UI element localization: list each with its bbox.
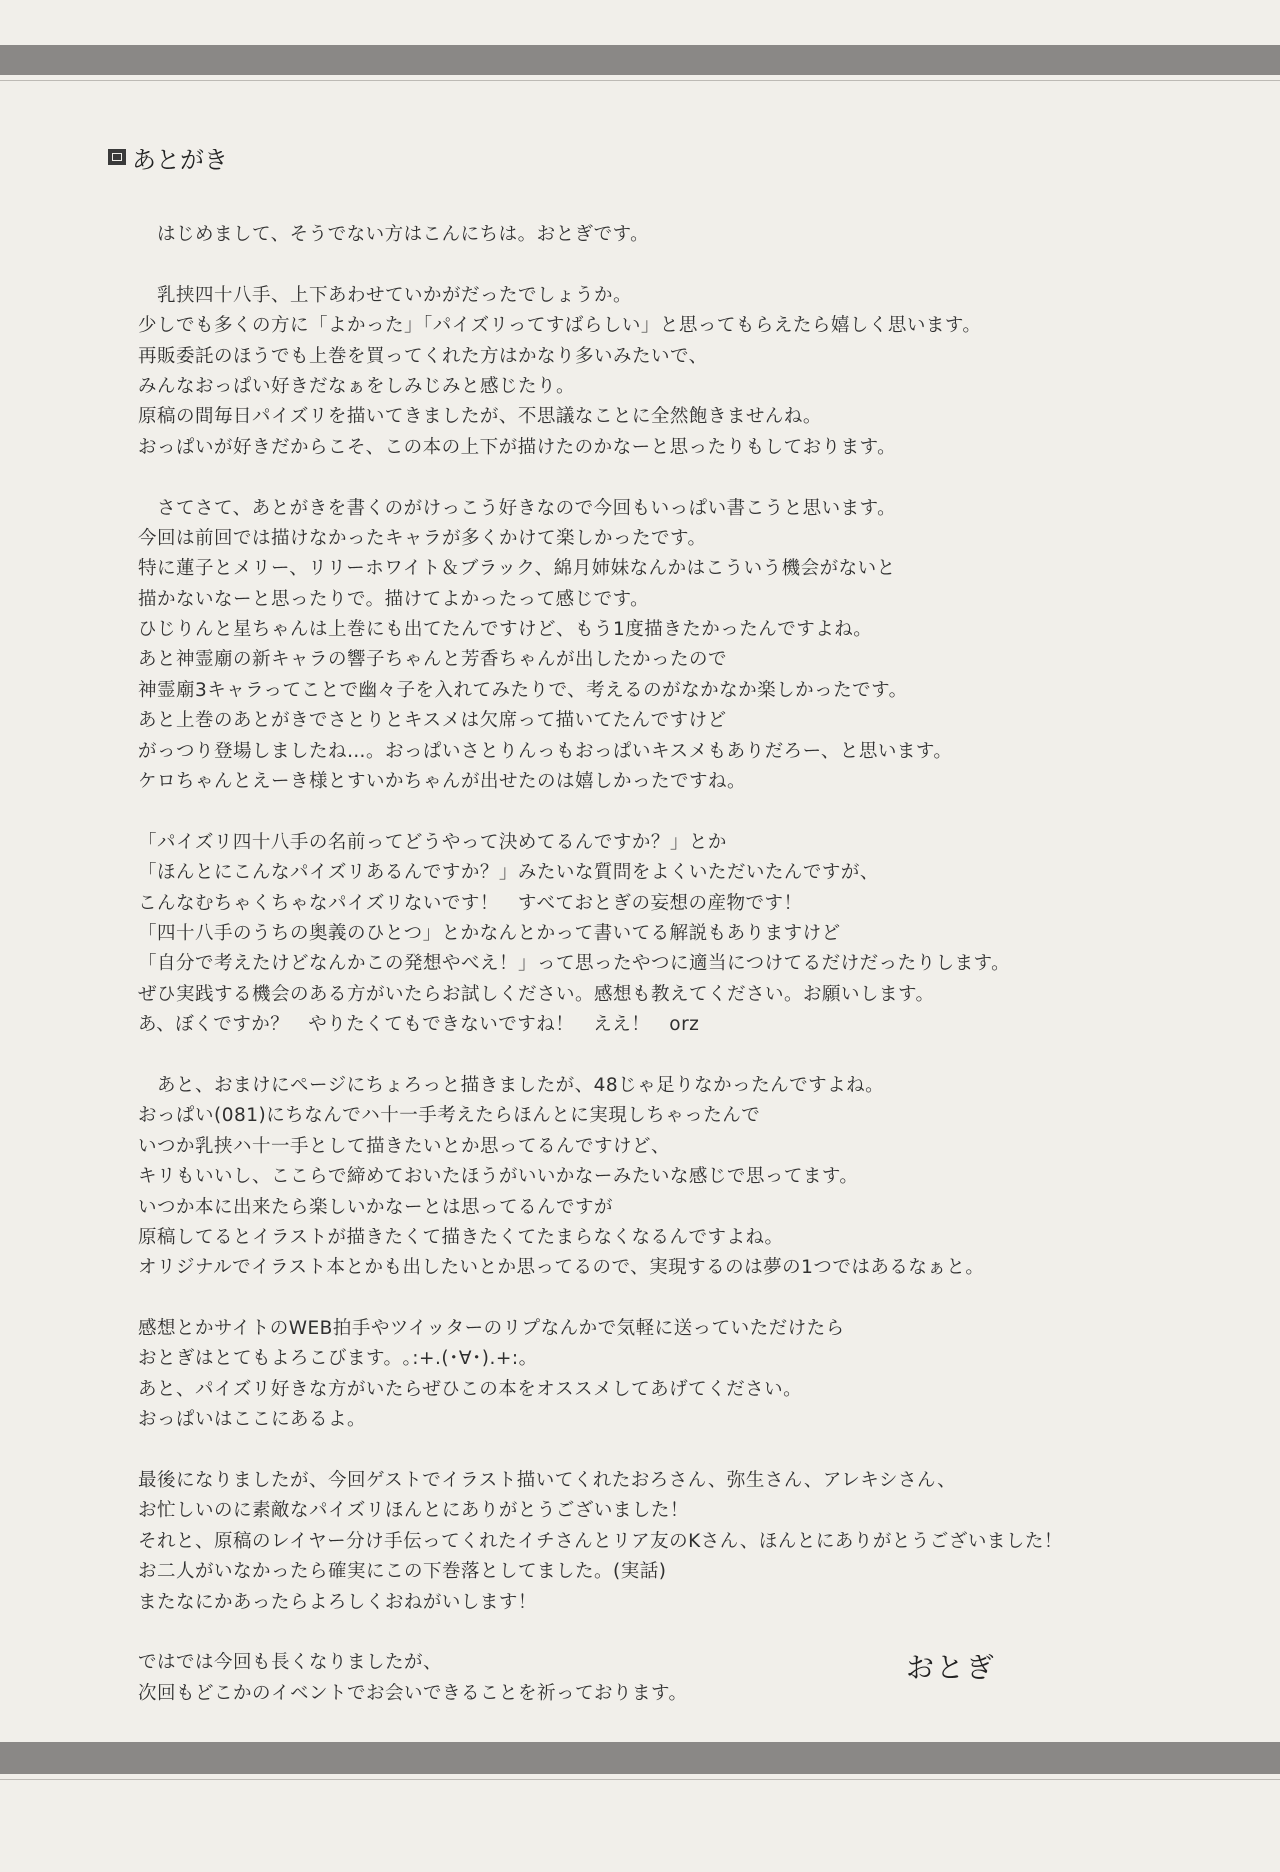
top-rule <box>0 80 1280 81</box>
afterword-heading <box>108 140 228 174</box>
text-line: 「ほんとにこんなパイズリあるんですか？」みたいな質問をよくいただいたんですが、 <box>138 862 879 884</box>
text-line: こんなむちゃくちゃなパイズリないです！ すべておとぎの妄想の産物です！ <box>138 892 803 914</box>
paragraph-gap <box>138 1284 1138 1314</box>
text-line: 最後になりましたが、今回ゲストでイラスト描いてくれたおろさん、弥生さん、アレキシさん、 <box>138 1470 957 1492</box>
text-line: ケロちゃんとえーき様とすいかちゃんが出せたのは嬉しかったですね。 <box>138 771 747 793</box>
text-line: 少しでも多くの方に「よかった」「パイズリってすばらしい」と思ってもらえたら嬉しく思います。 <box>138 315 982 337</box>
heading-text: あとがき <box>132 145 228 174</box>
text-line: またなにかあったらよろしくおねがいします！ <box>138 1591 537 1613</box>
text-line: はじめまして、そうでない方はこんにちは。おとぎです。 <box>138 224 650 245</box>
text-line: 原稿してるとイラストが描きたくて描きたくてたまらなくなるんですよね。 <box>138 1226 784 1248</box>
text-line: あと神霊廟の新キャラの響子ちゃんと芳香ちゃんが出したかったので <box>138 649 728 671</box>
paragraph-gap <box>138 250 1138 280</box>
text-line: あ、ぼくですか？ やりたくてもできないですね！ ええ！ orz <box>138 1014 700 1036</box>
text-line: ではでは今回も長くなりましたが、 <box>138 1652 443 1674</box>
text-line: ひじりんと星ちゃんは上巻にも出てたんですけど、もう1度描きたかったんですよね。 <box>138 619 873 641</box>
text-line: いつか本に出来たら楽しいかなーとは思ってるんですが <box>138 1196 614 1218</box>
bottom-gray-band <box>0 1742 1280 1774</box>
text-line: 今回は前回では描けなかったキャラが多くかけて楽しかったです。 <box>138 527 707 549</box>
heading-marker-icon <box>108 149 126 165</box>
top-gray-band <box>0 45 1280 75</box>
text-line: おっぱい(081)にちなんでハ十一手考えたらほんとに実現しちゃったんで <box>138 1105 761 1127</box>
text-line: がっつり登場しましたね…。おっぱいさとりんっもおっぱいキスメもありだろー、と思います。 <box>138 740 953 762</box>
paragraph-gap <box>138 1041 1138 1071</box>
text-line: 神霊廟3キャラってことで幽々子を入れてみたりで、考えるのがなかなか楽しかったです。 <box>138 679 908 701</box>
text-line: 「四十八手のうちの奥義のひとつ」とかなんとかって書いてる解説もありますけど <box>138 922 841 944</box>
text-line: あと、パイズリ好きな方がいたらぜひこの本をオススメしてあげてください。 <box>138 1378 803 1400</box>
text-line: オリジナルでイラスト本とかも出したいとか思ってるので、実現するのは夢の1つではあるなぁと。 <box>138 1257 985 1279</box>
author-signature: おとぎ <box>906 1651 997 1684</box>
text-line: おっぱいはここにあるよ。 <box>138 1409 367 1431</box>
text-line: 描かないなーと思ったりで。描けてよかったって感じです。 <box>138 588 650 610</box>
text-line: それと、原稿のレイヤー分け手伝ってくれたイチさんとリア友のKさん、ほんとにありがとうございました！ <box>138 1530 1063 1552</box>
text-line: 「パイズリ四十八手の名前ってどうやって決めてるんですか？」とか <box>138 831 727 853</box>
paragraph-gap <box>138 463 1138 493</box>
text-line: 「自分で考えたけどなんかこの発想やべえ！」って思ったやつに適当につけてるだけだったりします。 <box>138 953 1011 975</box>
text-line: おとぎはとてもよろこびます。｡:+.(･∀･).+:｡ <box>138 1348 529 1370</box>
text-line: あと上巻のあとがきでさとりとキスメは欠席って描いてたんですけど <box>138 710 727 732</box>
text-line: あと、おまけにページにちょろっと描きましたが、48じゃ足りなかったんですよね。 <box>138 1074 885 1096</box>
bottom-rule <box>0 1779 1280 1780</box>
text-line: お二人がいなかったら確実にこの下巻落としてました。(実話) <box>138 1561 667 1583</box>
text-line: いつか乳挟ハ十一手として描きたいとか思ってるんですけど、 <box>138 1135 671 1157</box>
paragraph-gap <box>138 1436 1138 1466</box>
text-line: 特に蓮子とメリー、リリーホワイト＆ブラック、綿月姉妹なんかはこういう機会がないと <box>138 558 896 580</box>
paragraph-gap <box>138 797 1138 827</box>
text-line: 次回もどこかのイベントでお会いできることを祈っております。 <box>138 1682 688 1704</box>
text-line: お忙しいのに素敵なパイズリほんとにありがとうございました！ <box>138 1500 689 1522</box>
text-line: 乳挟四十八手、上下あわせていかがだったでしょうか。 <box>138 284 633 306</box>
text-line: 原稿の間毎日パイズリを描いてきましたが、不思議なことに全然飽きませんね。 <box>138 406 822 428</box>
paragraph-gap <box>138 1618 1138 1648</box>
text-line: ぜひ実践する機会のある方がいたらお試しください。感想も教えてください。お願いします。 <box>138 983 935 1005</box>
text-line: 再販委託のほうでも上巻を買ってくれた方はかなり多いみたいで、 <box>138 345 708 367</box>
afterword-body <box>138 220 1138 1709</box>
text-line: みんなおっぱい好きだなぁをしみじみと感じたり。 <box>138 375 576 397</box>
text-line: おっぱいが好きだからこそ、この本の上下が描けたのかなーと思ったりもしております。 <box>138 436 897 458</box>
text-line: 感想とかサイトのWEB拍手やツイッターのリプなんかで気軽に送っていただけたら <box>138 1318 845 1340</box>
text-line: さてさて、あとがきを書くのがけっこう好きなので今回もいっぱい書こうと思います。 <box>138 497 897 519</box>
text-line: キリもいいし、ここらで締めておいたほうがいいかなーみたいな感じで思ってます。 <box>138 1166 859 1188</box>
